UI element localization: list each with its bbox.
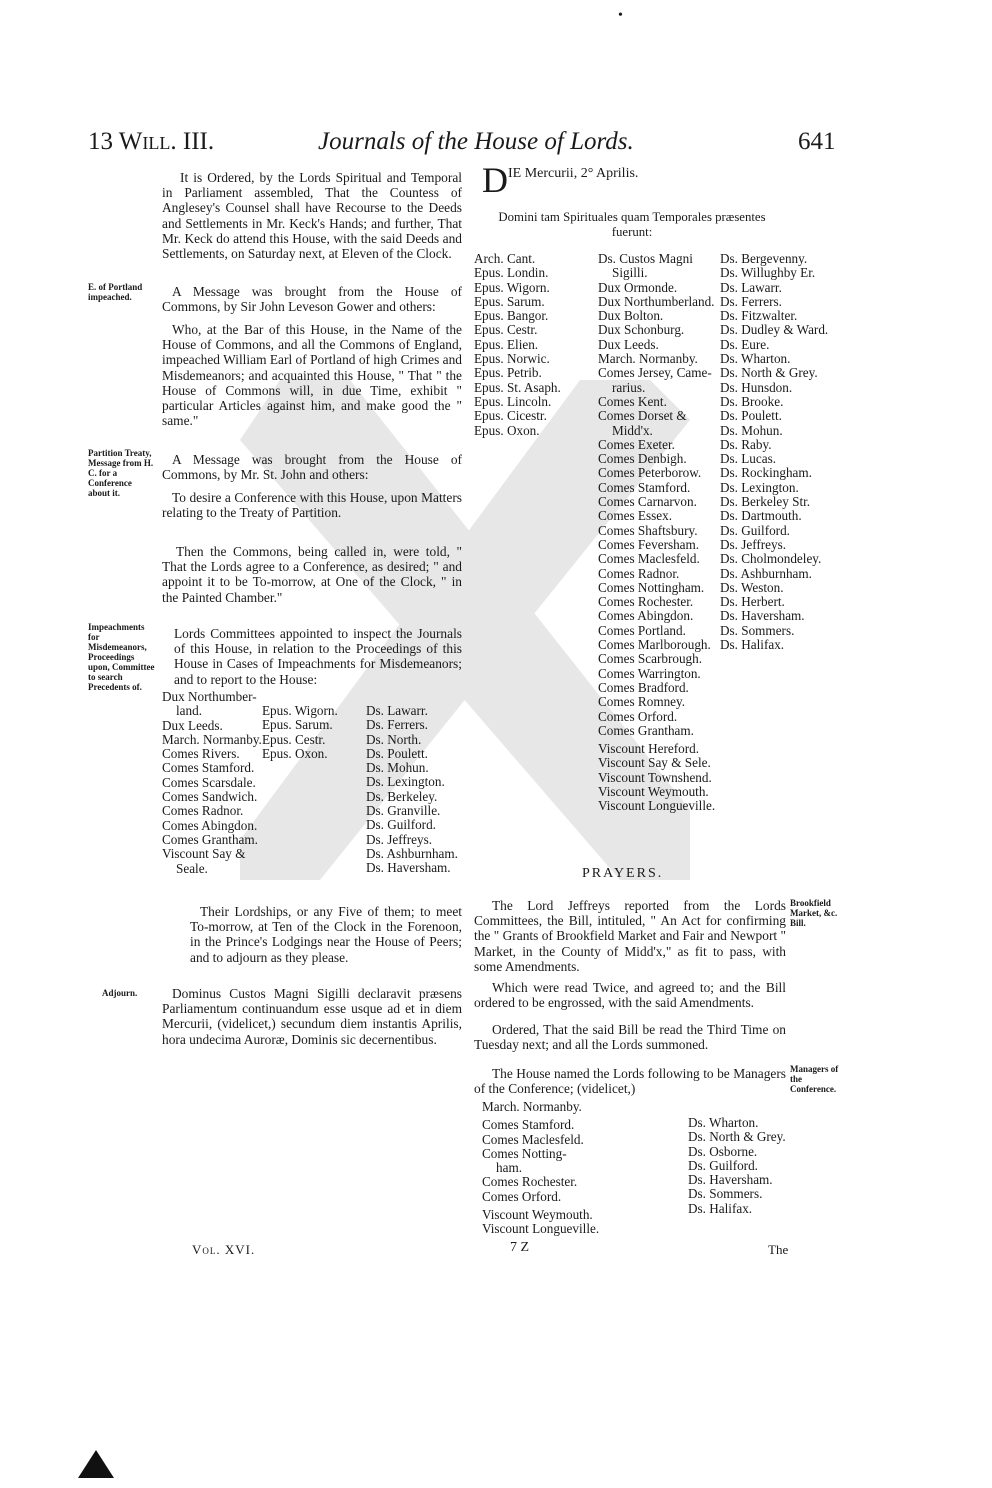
jeffreys-report-paragraph: The Lord Jeffreys reported from the Lords Committees, the Bill, intituled, " An Act for confirming the " Grants of Brookfield Market and Fair and Newport " Market, in the County of Midd'x," as fit to pass, with some Amendments. <box>474 898 786 974</box>
attendance-list-col1 <box>474 252 561 438</box>
list-item: Comes Portland. <box>598 622 686 638</box>
list-item: Ds. Wharton. <box>688 1115 759 1130</box>
list-item: Comes Denbigh. <box>598 451 687 467</box>
committee-list-col3 <box>366 704 458 876</box>
header-journal-title: Journals of the House of Lords. <box>318 128 634 155</box>
list-item: Comes Abingdon. <box>162 817 258 833</box>
list-item: Arch. Cant. <box>474 251 536 266</box>
list-item: Comes Maclesfeld. <box>482 1131 584 1147</box>
list-item: Ds. Sommers. <box>720 622 795 638</box>
list-item: Ds. Jeffreys. <box>366 831 433 847</box>
list-item: March. Normanby. <box>162 731 262 747</box>
list-item: Ds. Berkeley Str. <box>720 494 811 510</box>
list-item: Epus. Norwic. <box>474 351 550 367</box>
desire-conference-paragraph: To desire a Conference with this House, upon Matters relating to the Treaty of Partition. <box>162 490 462 521</box>
list-item: March. Normanby. <box>598 351 698 367</box>
list-item: Ds. Mohun. <box>366 760 429 776</box>
list-item: Comes Orford. <box>482 1188 562 1204</box>
list-item: Ds. Jeffreys. <box>720 536 787 552</box>
list-item: Ds. Brooke. <box>720 393 784 409</box>
footer-signature: 7 Z <box>510 1240 530 1255</box>
list-item: Epus. Lincoln. <box>474 393 552 409</box>
list-item: Sigilli. <box>612 265 648 281</box>
managers-list-col2 <box>688 1116 786 1216</box>
header-regnal-year: 13 Will. III. <box>88 128 215 155</box>
list-item: Ds. North & Grey. <box>720 365 818 381</box>
list-item: Ds. Granville. <box>366 803 441 819</box>
list-item: land. <box>176 703 203 719</box>
list-item: Comes Nottingham. <box>598 579 705 595</box>
list-item: Comes Rochester. <box>598 594 694 610</box>
their-lordships-paragraph: Their Lordships, or any Five of them; to meet To-morrow, at Ten of the Clock in the Forenoon, in the Prince's Lodgings near the House of Peers; and to adjourn as they please. <box>190 904 462 965</box>
house-named-managers-paragraph: The House named the Lords following to be Managers of the Conference; (videlicet,) <box>474 1066 786 1097</box>
list-item: Ds. Hunsdon. <box>720 379 793 395</box>
die-heading-text: IE Mercurii, 2° Aprilis. <box>508 166 639 181</box>
list-item: Ds. Halifax. <box>720 637 785 653</box>
die-drop-initial: D <box>482 160 508 200</box>
list-item: Epus. St. Asaph. <box>474 379 561 395</box>
corner-triangle-mark <box>78 1448 114 1480</box>
list-item: Ds. Guilford. <box>366 817 436 833</box>
list-item: Dux Leeds. <box>598 336 659 352</box>
list-item: Ds. Ferrers. <box>366 717 428 733</box>
list-item: Viscount Longueville. <box>598 798 716 814</box>
list-item: Epus. Bangor. <box>474 308 549 324</box>
list-item: Comes Radnor. <box>162 803 244 819</box>
list-item: Ds. Lexington. <box>366 774 445 790</box>
list-item: Dux Schonburg. <box>598 322 685 338</box>
list-item: Ds. Lawarr. <box>366 703 428 718</box>
list-item: Dux Bolton. <box>598 308 664 324</box>
list-item: Ds. Lawarr. <box>720 279 782 295</box>
committee-intro-paragraph: Lords Committees appointed to inspect the Journals of this House, in relation to the Proceedings of this House in Cases of Impeachments for Misdemeanors; and to report to the House: <box>174 626 462 687</box>
list-item: Ds. Rockingham. <box>720 465 812 481</box>
prayers-heading: PRAYERS. <box>582 866 664 881</box>
list-item: Ds. Raby. <box>720 436 772 452</box>
list-item: Comes Feversham. <box>598 536 700 552</box>
list-item: Ds. Ferrers. <box>720 293 782 309</box>
list-item: Comes Sandwich. <box>162 789 258 805</box>
list-item: Viscount Weymouth. <box>598 783 709 799</box>
list-item: Viscount Hereford. <box>598 741 700 757</box>
list-item: Ds. Wharton. <box>720 351 791 367</box>
message-partition-paragraph: A Message was brought from the House of Commons, by Mr. St. John and others: <box>162 452 462 483</box>
list-item: Comes Radnor. <box>598 565 680 581</box>
list-item: Ds. Custos Magni <box>598 251 693 266</box>
list-item: Ds. Herbert. <box>720 594 785 610</box>
list-item: Epus. Oxon. <box>262 745 328 761</box>
list-item: Ds. Ashburnham. <box>366 845 458 861</box>
list-item: March. Normanby. <box>482 1099 582 1114</box>
list-item: Midd'x. <box>612 422 653 438</box>
list-item: Ds. Poulett. <box>366 745 428 761</box>
committee-list-col1 <box>162 690 262 876</box>
list-item: Ds. Lexington. <box>720 479 799 495</box>
list-item: Viscount Townshend. <box>598 769 712 785</box>
list-item: Epus. Oxon. <box>474 422 540 438</box>
list-item: Comes Maclesfeld. <box>598 551 700 567</box>
list-item: Ds. North & Grey. <box>688 1129 786 1145</box>
list-item: Ds. Guilford. <box>688 1157 758 1173</box>
adjourn-paragraph: Dominus Custos Magni Sigilli declaravit præsens Parliamentum continuandum esse usque ad et in diem Mercurii, (videlicet,) secundum diem instantis Aprilis, hora undecima Auroræ, Dominis sic decernentibus. <box>162 986 462 1047</box>
list-item: Comes Orford. <box>598 708 678 724</box>
margin-note-partition: Partition Treaty, Message from H. C. for a Conference about it. <box>88 448 154 498</box>
list-item: Comes Grantham. <box>162 831 258 847</box>
list-item: Ds. Ashburnham. <box>720 565 812 581</box>
list-item: Comes Romney. <box>598 694 686 710</box>
list-item: Comes Shaftsbury. <box>598 522 698 538</box>
list-item: Ds. North. <box>366 731 422 747</box>
list-item: Comes Marlborough. <box>598 637 711 653</box>
ordered-third-reading-paragraph: Ordered, That the said Bill be read the Third Time on Tuesday next; and all the Lords summoned. <box>474 1022 786 1053</box>
list-item: Ds. Dartmouth. <box>720 508 802 524</box>
list-item: Viscount Weymouth. <box>482 1207 593 1223</box>
list-item: Ds. Bergevenny. <box>720 251 808 266</box>
list-item: Comes Exeter. <box>598 436 675 452</box>
die-heading <box>482 162 638 198</box>
list-item: Comes Kent. <box>598 393 667 409</box>
list-item: Ds. Fitzwalter. <box>720 308 798 324</box>
footer-volume: Vol. XVI. <box>192 1242 256 1257</box>
list-item: Comes Carnarvon. <box>598 494 697 510</box>
list-item: Epus. Sarum. <box>474 293 545 309</box>
list-item: Epus. Elien. <box>474 336 539 352</box>
list-item: Ds. Berkeley. <box>366 788 438 804</box>
list-item: Dux Northumberland. <box>598 293 715 309</box>
list-item: Ds. Poulett. <box>720 408 782 424</box>
list-item: Ds. Lucas. <box>720 451 777 467</box>
list-item: Epus. Sarum. <box>262 717 333 733</box>
list-item: Dux Northumber- <box>162 689 257 704</box>
committee-list-col2 <box>262 704 338 761</box>
list-item: Ds. Dudley & Ward. <box>720 322 829 338</box>
read-twice-paragraph: Which were read Twice, and agreed to; and the Bill ordered to be engrossed, with the said Amendments. <box>474 980 786 1011</box>
list-item: Comes Dorset & <box>598 408 687 424</box>
list-item: Comes Warrington. <box>598 665 701 681</box>
margin-note-adjourn: Adjourn. <box>102 988 138 998</box>
list-item: rarius. <box>612 379 646 395</box>
margin-note-brookfield: Brookfield Market, &c. Bill. <box>790 898 838 928</box>
list-item: Ds. Haversham. <box>688 1172 773 1188</box>
list-item: Comes Scarsdale. <box>162 774 256 790</box>
list-item: Viscount Longueville. <box>482 1221 600 1237</box>
list-item: Ds. Willughby Er. <box>720 265 816 281</box>
list-item: Ds. Guilford. <box>720 522 790 538</box>
top-mark: • <box>618 8 623 23</box>
list-item: Epus. Wigorn. <box>474 279 550 295</box>
attendance-list-col2 <box>598 252 715 814</box>
list-item: Epus. Petrib. <box>474 365 542 381</box>
list-item: ham. <box>496 1160 523 1176</box>
list-item: Ds. Haversham. <box>720 608 805 624</box>
list-item: Ds. Halifax. <box>688 1200 753 1216</box>
list-item: Comes Scarbrough. <box>598 651 703 667</box>
list-item: Epus. Cicestr. <box>474 408 547 424</box>
list-item: Comes Rochester. <box>482 1174 578 1190</box>
list-item: Comes Stamford. <box>162 760 255 776</box>
list-item: Epus. Wigorn. <box>262 703 338 718</box>
list-item: Dux Leeds. <box>162 717 223 733</box>
managers-list-col1 <box>482 1100 599 1237</box>
list-item: Comes Stamford. <box>482 1117 575 1133</box>
list-item: Seale. <box>176 860 208 876</box>
list-item: Ds. Eure. <box>720 336 770 352</box>
list-item: Epus. Cestr. <box>474 322 538 338</box>
footer-catchword: The <box>768 1242 789 1257</box>
attendance-list-col3 <box>720 252 828 652</box>
list-item: Viscount Say & <box>162 846 246 862</box>
list-item: Comes Stamford. <box>598 479 691 495</box>
who-portland-paragraph: Who, at the Bar of this House, in the Name of the House of Commons, and all the Commons of England, impeached William Earl of Portland of high Crimes and Misdemeanors; and acquainted this House, " That " the House of Commons will, in due Time, exhibit " particular Articles against him, and make good the " same." <box>162 322 462 429</box>
list-item: Comes Notting- <box>482 1145 567 1161</box>
list-item: Ds. Cholmondeley. <box>720 551 822 567</box>
list-item: Comes Essex. <box>598 508 672 524</box>
list-item: Ds. Mohun. <box>720 422 783 438</box>
list-item: Comes Grantham. <box>598 722 694 738</box>
margin-note-portland: E. of Portland impeached. <box>88 282 143 302</box>
margin-note-managers: Managers of the Conference. <box>790 1064 839 1094</box>
list-item: Epus. Londin. <box>474 265 549 281</box>
list-item: Dux Ormonde. <box>598 279 678 295</box>
list-item: Viscount Say & Sele. <box>598 755 711 771</box>
message-portland-paragraph: A Message was brought from the House of Commons, by Sir John Leveson Gower and others: <box>162 284 462 315</box>
header-page-number: 641 <box>798 128 836 155</box>
list-item: Comes Jersey, Came- <box>598 365 712 381</box>
list-item: Ds. Weston. <box>720 579 784 595</box>
list-item: Epus. Cestr. <box>262 731 326 747</box>
list-item: Comes Bradford. <box>598 679 689 695</box>
commons-told-paragraph: Then the Commons, being called in, were told, " That the Lords agree to a Conference, as desired; " and appoint it to be To-morrow, at One of the Clock, " in the Painted Chamber." <box>162 544 462 605</box>
list-item: Comes Abingdon. <box>598 608 694 624</box>
domini-presentes: Domini tam Spirituales quam Temporales præsentes fuerunt: <box>498 210 766 240</box>
order-keck-paragraph: It is Ordered, by the Lords Spiritual and Temporal in Parliament assembled, That the Countess of Anglesey's Counsel shall have Recourse to the Deeds and Settlements in Mr. Keck's Hands; and further, That Mr. Keck do attend this House, with the said Deeds and Settlements, on Saturday next, at Eleven of the Clock. <box>162 170 462 262</box>
list-item: Comes Peterborow. <box>598 465 702 481</box>
list-item: Comes Rivers. <box>162 746 240 762</box>
list-item: Ds. Osborne. <box>688 1143 758 1159</box>
margin-note-impeachments: Impeachments for Misdemeanors, Proceedings upon, Committee to search Precedents of. <box>88 622 155 692</box>
list-item: Ds. Haversham. <box>366 860 451 876</box>
list-item: Ds. Sommers. <box>688 1186 763 1202</box>
